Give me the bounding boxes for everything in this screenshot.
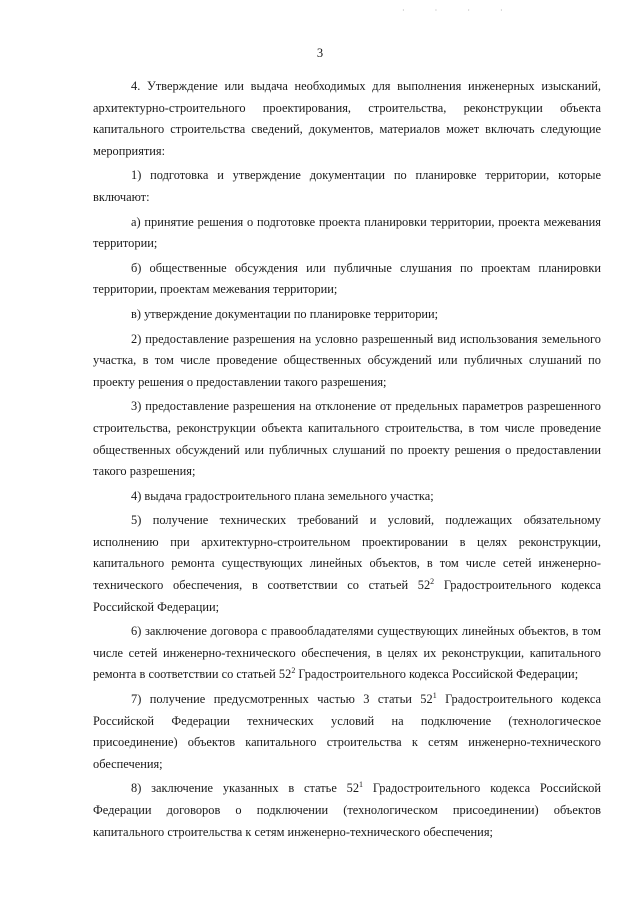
superscript: 1 [359,780,364,790]
paragraph-text: 5) получение технических требований и условий, подлежащих обязательному исполнению при архитектурно-строительном проектировании в целях реконструкции, капитального ремонта существующих линейных объектов, в том числе сетей инженерно-технического обеспечения, в соответствии со статьей 52 [93,513,601,593]
superscript: 2 [430,577,435,587]
superscript: 1 [432,691,437,701]
paragraph-subitem-b [93,258,601,301]
paragraph-text: б) общественные обсуждения или публичные слушания по проектам планировки территории, проектам межевания территории; [93,260,601,297]
paragraph-text: 2) предоставление разрешения на условно разрешенный вид использования земельного участка, в том числе проведение общественных обсуждений или публичных слушаний по проекту решения о предоставлении такого разрешения; [93,331,601,389]
paragraph-text: 4) выдача градостроительного плана земельного участка; [131,488,434,503]
paragraph-text: 3) предоставление разрешения на отклонение от предельных параметров разрешенного строительства, реконструкции объекта капитального строительства, в том числе проведение общественных обсуждений или публичных слушаний по проекту решения о предоставлении такого разрешения; [93,399,601,479]
paragraph-text: 7) получение предусмотренных частью 3 статьи 52 [131,692,433,707]
paragraph-subitem-1 [93,165,601,208]
paragraph-item-4 [93,76,601,162]
paragraph-text: в) утверждение документации по планировке территории; [131,306,439,321]
paragraph-text-tail: Градостроительного кодекса Российской Федерации договоров о подключении (технологическом присоединении) объектов капитального строительства к сетям инженерно-технического обеспечения; [93,781,601,839]
page-number: 3 [316,46,324,60]
paragraph-subitem-2 [93,329,601,394]
paragraph-text: 6) заключение договора с правообладателями существующих линейных объектов, в том числе сетей инженерно-технического обеспечения, в целях их реконструкции, капитального ремонта в соответствии со статьей 52 [93,624,601,682]
paragraph-subitem-4 [93,486,601,508]
paragraph-subitem-3 [93,396,601,482]
paragraph-text: 4. Утверждение или выдача необходимых для выполнения инженерных изысканий, архитектурно-строительного проектирования, строительства, реконструкции объекта капитального строительства сведений, документов, материалов может включать следующие мероприятия: [93,79,601,158]
paragraph-subitem-8 [93,778,601,843]
paragraph-subitem-5 [93,510,601,618]
paragraph-subitem-v [93,304,601,326]
paragraph-text-tail: Градостроительного кодекса Российской Федерации технических условий на подключение (технологическое присоединение) объектов капитального строительства к сетям инженерно-технического обеспечения; [93,692,601,771]
paragraph-text-tail: Градостроительного кодекса Российской Федерации; [295,667,579,682]
paragraph-text: 1) подготовка и утверждение документации по планировке территории, которые включают: [93,168,601,204]
document-body [93,76,601,846]
paragraph-text: а) принятие решения о подготовке проекта планировки территории, проекта межевания территории; [93,214,601,251]
paragraph-text: 8) заключение указанных в статье 52 [131,781,360,796]
paragraph-text-tail: Градостроительного кодекса Российской Федерации; [93,578,601,614]
paragraph-subitem-7 [93,689,601,775]
paragraph-subitem-6 [93,621,601,686]
paragraph-subitem-a [93,212,601,255]
scan-artifact-marks: · · · · [402,6,517,15]
superscript: 2 [291,666,296,676]
